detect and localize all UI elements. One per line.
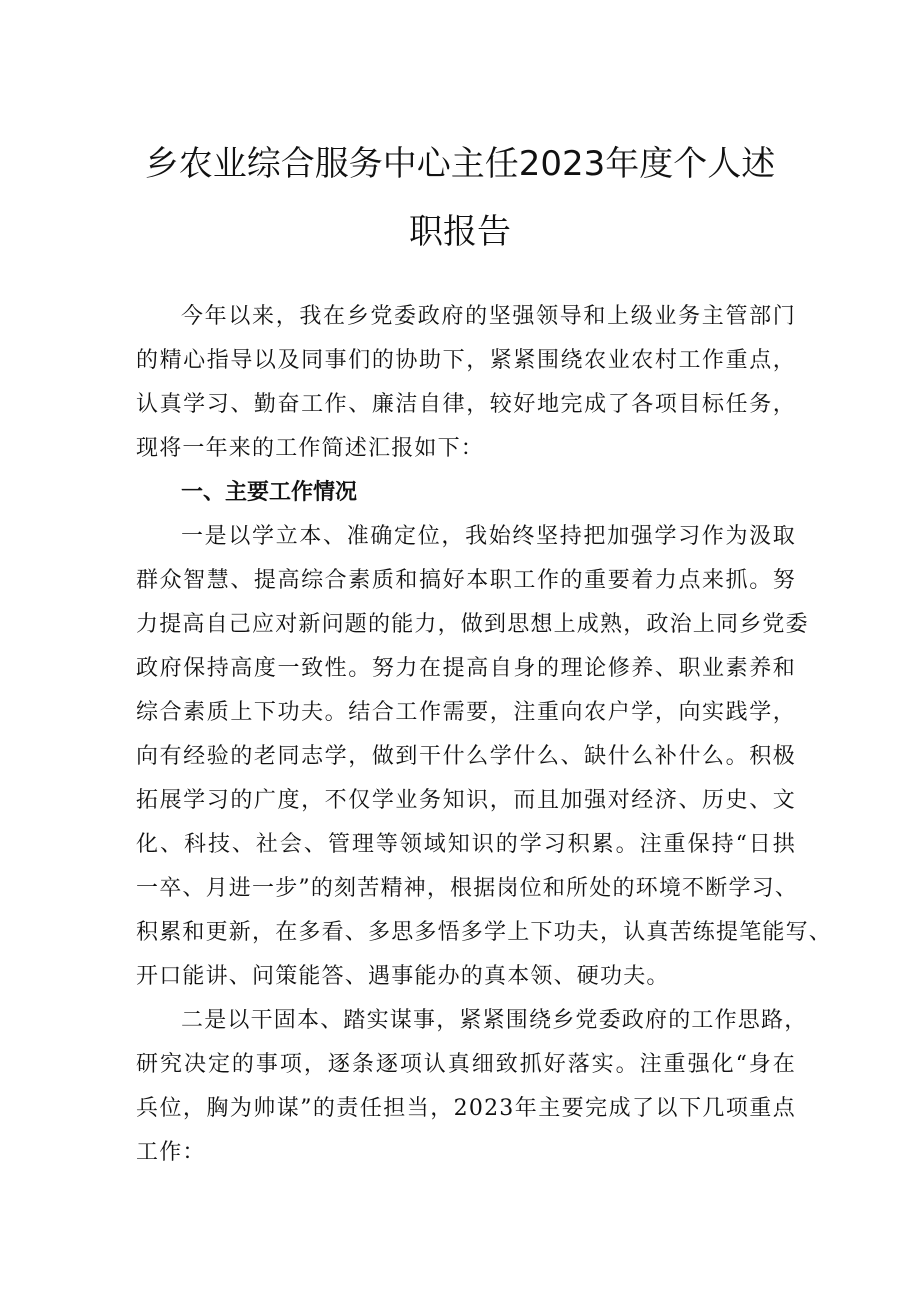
paragraph-3-line-2: 研究决定的事项，逐条逐项认真细致抓好落实。注重强化“身在 bbox=[136, 1052, 796, 1077]
paragraph-2-line-9: 一卒、月进一步”的刻苦精神，根据岗位和所处的环境不断学习、 bbox=[136, 876, 799, 901]
paragraph-2-line-2: 群众智慧、提高综合素质和搞好本职工作的重要着力点来抓。努 bbox=[136, 568, 796, 593]
paragraph-1-line-3: 认真学习、勤奋工作、廉洁自律，较好地完成了各项目标任务， bbox=[136, 392, 796, 417]
section-heading-main-work: 一、主要工作情况 bbox=[181, 480, 358, 505]
paragraph-2-line-8: 化、科技、社会、管理等领域知识的学习积累。注重保持“日拱 bbox=[136, 832, 796, 857]
paragraph-3-line-3: 兵位，胸为帅谋”的责任担当，2023年主要完成了以下几项重点 bbox=[136, 1096, 796, 1121]
paragraph-1-line-4: 现将一年来的工作简述汇报如下： bbox=[136, 436, 485, 461]
paragraph-3-line-4: 工作： bbox=[136, 1140, 206, 1165]
paragraph-2-line-3: 力提高自己应对新问题的能力，做到思想上成熟，政治上同乡党委 bbox=[136, 612, 809, 637]
paragraph-2-line-1: 一是以学立本、准确定位，我始终坚持把加强学习作为汲取 bbox=[181, 524, 796, 549]
paragraph-2-line-4: 政府保持高度一致性。努力在提高自身的理论修养、职业素养和 bbox=[136, 656, 796, 681]
paragraph-1-line-2: 的精心指导以及同事们的协助下，紧紧围绕农业农村工作重点， bbox=[136, 348, 796, 373]
paragraph-2-line-10: 积累和更新，在多看、多思多悟多学上下功夫，认真苦练提笔能写、 bbox=[136, 920, 833, 945]
paragraph-3-line-1: 二是以干固本、踏实谋事，紧紧围绕乡党委政府的工作思路， bbox=[181, 1008, 808, 1033]
paragraph-2-line-11: 开口能讲、问策能答、遇事能办的真本领、硬功夫。 bbox=[136, 964, 670, 989]
document-title-line-1: 乡农业综合服务中心主任2023年度个人述 bbox=[144, 144, 776, 184]
paragraph-2-line-6: 向有经验的老同志学，做到干什么学什么、缺什么补什么。积极 bbox=[136, 744, 796, 769]
document-title-line-2: 职报告 bbox=[409, 212, 511, 252]
paragraph-1-line-1: 今年以来，我在乡党委政府的坚强领导和上级业务主管部门 bbox=[181, 304, 796, 329]
paragraph-2-line-7: 拓展学习的广度，不仅学业务知识，而且加强对经济、历史、文 bbox=[136, 788, 796, 813]
paragraph-2-line-5: 综合素质上下功夫。结合工作需要，注重向农户学，向实践学， bbox=[136, 700, 796, 725]
